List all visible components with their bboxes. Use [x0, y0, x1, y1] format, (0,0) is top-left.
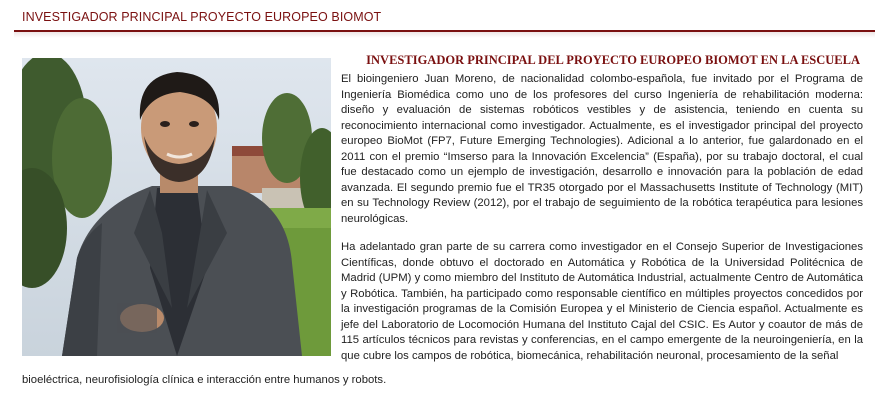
article-paragraph-2: Ha adelantado gran parte de su carrera como investigador en el Consejo Superior de Investigaciones Científicas, donde obtuvo el doctorado en Automática y Robótica de la Universidad Politécnica de Madrid (UPM) y como miembro del Instituto de Automática Industrial, actualmente Centro de Automática y Robótica. También, ha participado como responsable científico en múltiples proyectos concedidos por la investigación programas de la Comisión Europea y el Ministerio de Ciencia español. Actualmente es jefe del Laboratorio de Locomoción Humana del Instituto Cajal del CSIC. Es Autor y coautor de más de 115 artículos técnicos para revistas y conferencias, en el campo emergente de la neuroingeniería, en la que cubre los campos de robótica, biomecánica, rehabilitación neuronal, procesamiento de la señal [341, 241, 863, 362]
article-paragraph-2-tail: bioeléctrica, neurofisiología clínica e interacción entre humanos y robots. [22, 374, 387, 386]
article-title: INVESTIGADOR PRINCIPAL DEL PROYECTO EUROPEO BIOMOT EN LA ESCUELA [366, 53, 860, 67]
portrait-photo [22, 58, 331, 356]
section-title: INVESTIGADOR PRINCIPAL PROYECTO EUROPEO BIOMOT [22, 10, 382, 24]
article-paragraph-1: El bioingeniero Juan Moreno, de nacionalidad colombo-española, fue invitado por el Programa de Ingeniería Biomédica como uno de los profesores del curso Ingeniería de rehabilitación moderna: diseño y evaluación de sistemas robóticos vestibles y de asistencia, teniendo en cuenta su reconocimiento internacional como investigador. Actualmente, es el investigador principal del proyecto europeo BioMot (FP7, Future Emerging Technologies). Adicional a lo anterior, fue galardonado en el 2011 con el premio “Imserso para la Innovación Excelencia” (España), por su trabajo doctoral, el cual fue destacado como un ejemplo de investigación, desarrollo e innovación para la población de edad avanzada. El segundo premio fue el TR35 otorgado por el Massachusetts Institute of Technology (MIT) en su Technology Review (2012), por el trabajo de seguimiento de la robótica terapéutica para lesiones neurológicas. [341, 73, 863, 225]
section-header [0, 0, 885, 36]
header-shadow [14, 32, 875, 38]
